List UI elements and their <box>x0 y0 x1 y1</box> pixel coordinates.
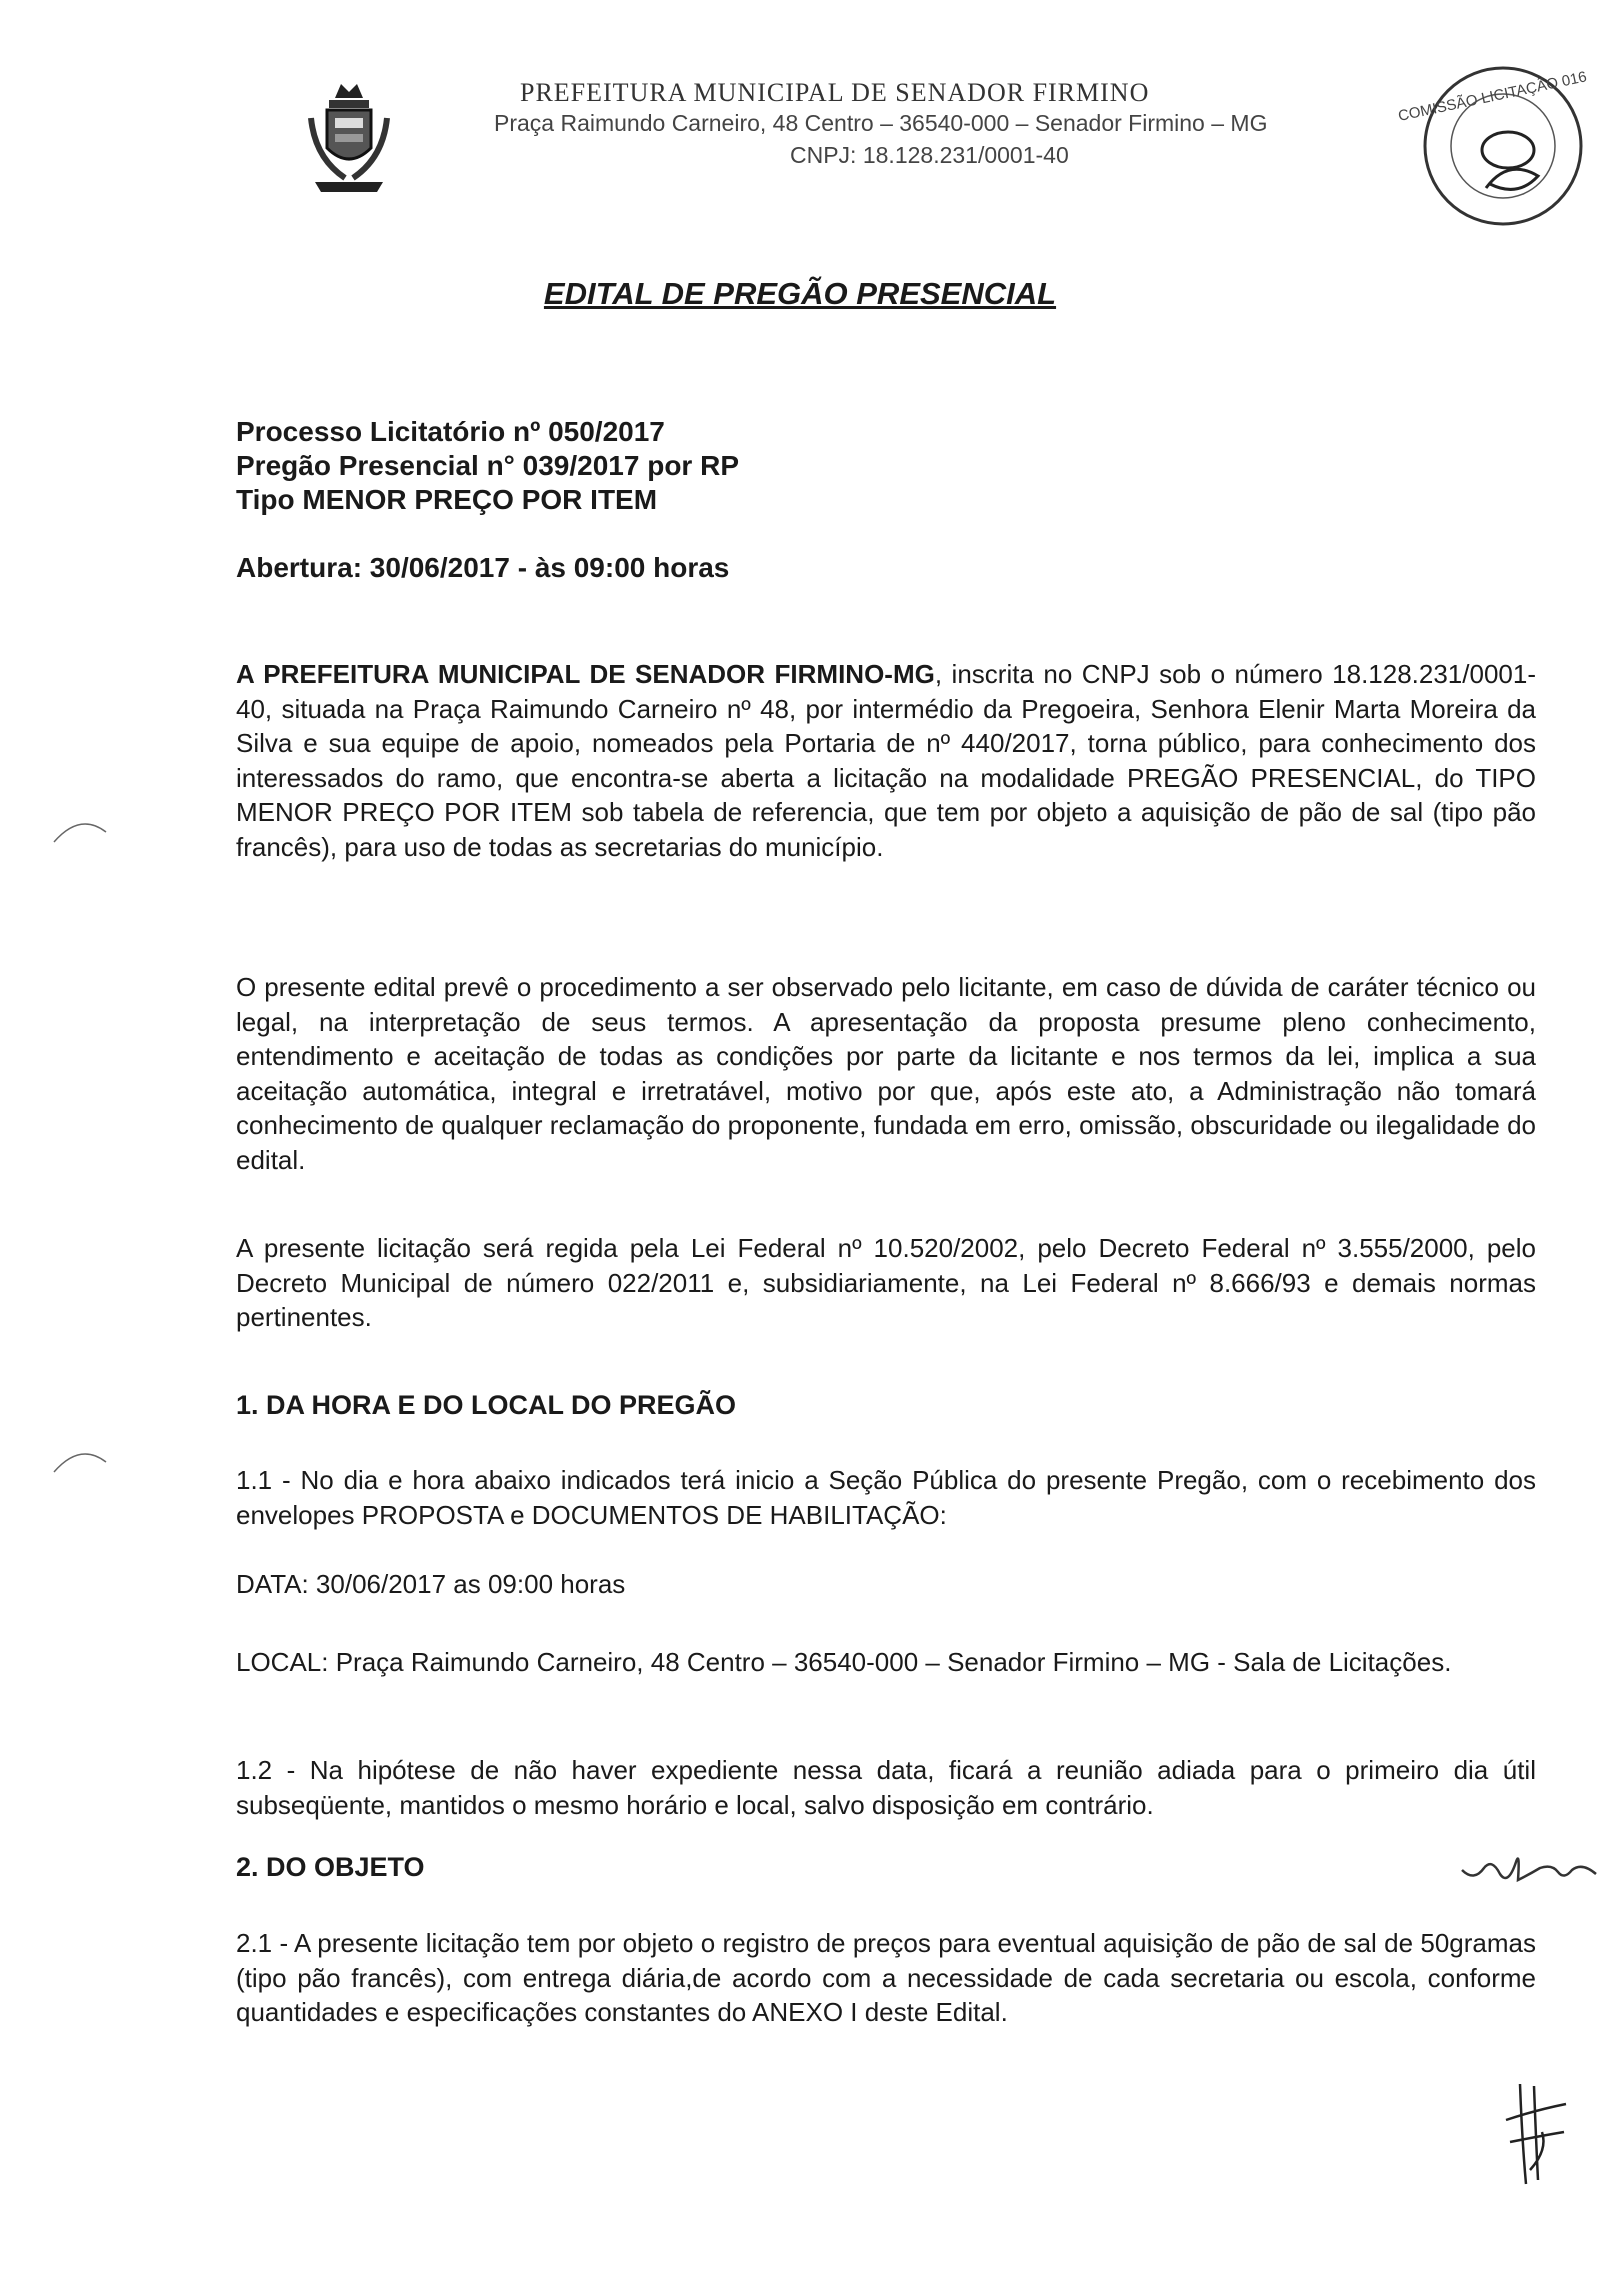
procedure-paragraph: O presente edital prevê o procedimento a ser observado pelo licitante, em caso de dúvida de caráter técnico ou legal, na interpretação de seus termos. A apresentação da proposta presume pleno conhecimento, entendimento e aceitação de todas as condições por parte da licitante e nos termos da lei, implica a sua aceitação automática, integral e irretratável, motivo por que, após este ato, a Administração não tomará conhecimento de qualquer reclamação do proponente, fundada em erro, omissão, obscuridade ou ilegalidade do edital. <box>236 972 1536 1175</box>
commission-stamp <box>1396 58 1589 233</box>
header-address: Praça Raimundo Carneiro, 48 Centro – 36540-000 – Senador Firmino – MG <box>494 110 1268 136</box>
legal-paragraph: A presente licitação será regida pela Lei Federal nº 10.520/2002, pelo Decreto Federal nº 3.555/2000, pelo Decreto Municipal de número 022/2011 e, subsidiariamente, na Lei Federal nº 8.666/93 e demais normas pertinentes. <box>236 1233 1536 1332</box>
process-number: Processo Licitatório nº 050/2017 <box>236 416 665 447</box>
pregao-number: Pregão Presencial n° 039/2017 por RP <box>236 450 740 481</box>
session-location: LOCAL: Praça Raimundo Carneiro, 48 Centro – 36540-000 – Senador Firmino – MG - Sala de Licitações. <box>236 1647 1452 1677</box>
session-date: DATA: 30/06/2017 as 09:00 horas <box>236 1569 626 1599</box>
section-2-heading: 2. DO OBJETO <box>236 1852 425 1882</box>
stamp-text: COMISSÃO LICITAÇÃO 016 <box>1396 68 1589 125</box>
margin-mark <box>50 812 110 852</box>
header-cnpj: CNPJ: 18.128.231/0001-40 <box>790 142 1069 168</box>
clause-1-2: 1.2 - Na hipótese de não haver expediente nessa data, ficará a reunião adiada para o primeiro dia útil subseqüente, mantidos o mesmo horário e local, salvo disposição em contrário. <box>236 1755 1536 1820</box>
page-title: EDITAL DE PREGÃO PRESENCIAL <box>543 276 1057 311</box>
opening-date: Abertura: 30/06/2017 - às 09:00 horas <box>236 552 730 583</box>
intro-paragraph <box>236 657 1536 864</box>
header-org: PREFEITURA MUNICIPAL DE SENADOR FIRMINO <box>520 78 1150 107</box>
section-1-heading: 1. DA HORA E DO LOCAL DO PREGÃO <box>236 1390 737 1420</box>
handwritten-initials <box>1460 1840 1600 1900</box>
clause-2-1: 2.1 - A presente licitação tem por objeto o registro de preços para eventual aquisição de pão de sal de 50gramas (tipo pão francês), com entrega diária,de acordo com a necessidade de cada secretaria ou escola, conforme quantidades e especificações constantes do ANEXO I deste Edital. <box>236 1928 1536 2027</box>
clause-1-1: 1.1 - No dia e hora abaixo indicados terá inicio a Seção Pública do presente Pregão, com o recebimento dos envelopes PROPOSTA e DOCUMENTOS DE HABILITAÇÃO: <box>236 1465 1536 1530</box>
bid-type: Tipo MENOR PREÇO POR ITEM <box>236 484 658 515</box>
intro-rest: , inscrita no CNPJ sob o número 18.128.231/0001-40, situada na Praça Raimundo Carneiro nº 48, por intermédio da Pregoeira, Senhora Elenir Marta Moreira da Silva e sua equipe de apoio, nomeados pela Portaria de nº 440/2017, torna público, para conhecimento dos interessados do ramo, que encontra-se aberta a licitação na modalidade PREGÃO PRESENCIAL, do TIPO MENOR PREÇO POR ITEM sob tabela de referencia, que tem por objeto a aquisição de pão de sal (tipo pão francês), para uso de todas as secretarias do município. <box>236 659 1536 862</box>
margin-mark <box>50 1442 110 1482</box>
signature-mark <box>1500 2080 1570 2190</box>
intro-bold: A PREFEITURA MUNICIPAL DE SENADOR FIRMINO-MG <box>236 659 935 689</box>
coat-of-arms-icon <box>305 78 393 196</box>
